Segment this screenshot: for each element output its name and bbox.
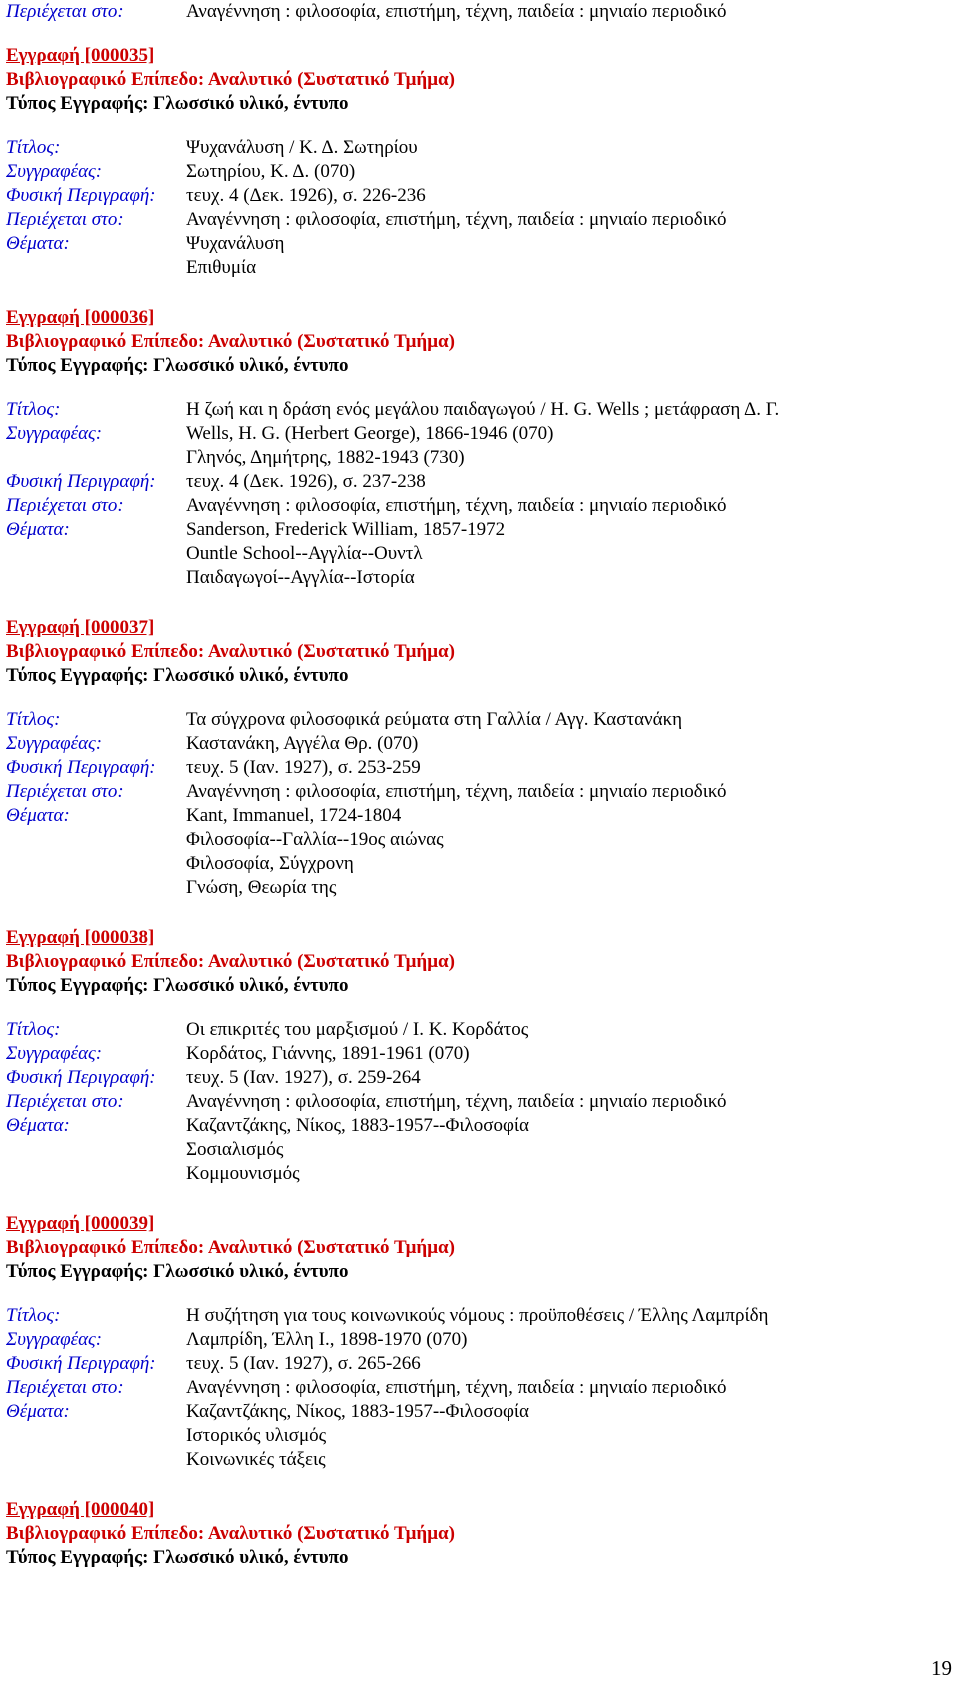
- field-subjects: [6, 1114, 946, 1138]
- field-label: Τίτλος:: [6, 709, 61, 730]
- field-subjects-cont: [6, 256, 946, 280]
- field-physical: [6, 1066, 946, 1090]
- field-subjects-cont: [6, 1424, 946, 1448]
- field-label: Φυσική Περιγραφή:: [6, 471, 156, 492]
- field-value: Αναγέννηση : φιλοσοφία, επιστήμη, τέχνη, παιδεία : μηνιαίο περιοδικό: [186, 209, 727, 230]
- field-label: Περιέχεται στο:: [6, 1091, 124, 1112]
- field-label: Περιέχεται στο:: [6, 1, 124, 22]
- field-subjects: [6, 804, 946, 828]
- field-contained: [6, 494, 946, 518]
- field-value: Παιδαγωγοί--Αγγλία--Ιστορία: [186, 567, 415, 588]
- field-title: [6, 708, 946, 732]
- field-value: Γνώση, Θεωρία της: [186, 877, 337, 898]
- field-value: τευχ. 5 (Ιαν. 1927), σ. 259-264: [186, 1067, 421, 1088]
- record-type: Τύπος Εγγραφής: Γλωσσικό υλικό, έντυπο: [6, 665, 349, 686]
- field-label: Τίτλος:: [6, 137, 61, 158]
- field-subjects: [6, 518, 946, 542]
- record-type: Τύπος Εγγραφής: Γλωσσικό υλικό, έντυπο: [6, 1547, 349, 1568]
- record-level: Βιβλιογραφικό Επίπεδο: Αναλυτικό (Συστατικό Τμήμα): [6, 1523, 455, 1544]
- field-title: [6, 1304, 946, 1328]
- field-label: Θέματα:: [6, 805, 70, 826]
- field-subjects: [6, 1400, 946, 1424]
- field-value: Αναγέννηση : φιλοσοφία, επιστήμη, τέχνη, παιδεία : μηνιαίο περιοδικό: [186, 1377, 727, 1398]
- field-label: Συγγραφέας:: [6, 423, 103, 444]
- record-000040: [6, 1498, 946, 1570]
- record-000036: [6, 306, 946, 590]
- record-level: Βιβλιογραφικό Επίπεδο: Αναλυτικό (Συστατικό Τμήμα): [6, 641, 455, 662]
- field-value: Ψυχανάλυση / Κ. Δ. Σωτηρίου: [186, 137, 418, 158]
- field-physical: [6, 756, 946, 780]
- field-label: Συγγραφέας:: [6, 733, 103, 754]
- page-number: 19: [931, 1656, 952, 1680]
- field-value: τευχ. 5 (Ιαν. 1927), σ. 253-259: [186, 757, 421, 778]
- record-level: Βιβλιογραφικό Επίπεδο: Αναλυτικό (Συστατικό Τμήμα): [6, 331, 455, 352]
- field-value: τευχ. 4 (Δεκ. 1926), σ. 237-238: [186, 471, 426, 492]
- field-value: Σοσιαλισμός: [186, 1139, 284, 1160]
- field-author: [6, 160, 946, 184]
- field-physical: [6, 184, 946, 208]
- field-label: Συγγραφέας:: [6, 1329, 103, 1350]
- field-value: Ountle School--Αγγλία--Ουντλ: [186, 543, 423, 564]
- record-level: Βιβλιογραφικό Επίπεδο: Αναλυτικό (Συστατικό Τμήμα): [6, 951, 455, 972]
- field-label: Θέματα:: [6, 1401, 70, 1422]
- field-label: Φυσική Περιγραφή:: [6, 185, 156, 206]
- field-label: Τίτλος:: [6, 1019, 61, 1040]
- field-value: Αναγέννηση : φιλοσοφία, επιστήμη, τέχνη, παιδεία : μηνιαίο περιοδικό: [186, 495, 727, 516]
- field-value: Κοινωνικές τάξεις: [186, 1449, 326, 1470]
- record-type: Τύπος Εγγραφής: Γλωσσικό υλικό, έντυπο: [6, 975, 349, 996]
- field-author: [6, 732, 946, 756]
- field-label: Περιέχεται στο:: [6, 209, 124, 230]
- field-value: Sanderson, Frederick William, 1857-1972: [186, 519, 506, 540]
- field-label: Φυσική Περιγραφή:: [6, 757, 156, 778]
- field-label: Φυσική Περιγραφή:: [6, 1067, 156, 1088]
- field-title: [6, 398, 946, 422]
- record-id-link[interactable]: Εγγραφή [000035]: [6, 45, 155, 66]
- field-value: Η συζήτηση για τους κοινωνικούς νόμους : προϋποθέσεις / Έλλης Λαμπρίδη: [186, 1305, 769, 1326]
- field-value: τευχ. 4 (Δεκ. 1926), σ. 226-236: [186, 185, 426, 206]
- field-label: Τίτλος:: [6, 399, 61, 420]
- field-subjects-cont: [6, 1138, 946, 1162]
- field-value: Καζαντζάκης, Νίκος, 1883-1957--Φιλοσοφία: [186, 1115, 529, 1136]
- record-id-link[interactable]: Εγγραφή [000038]: [6, 927, 155, 948]
- field-value: Λαμπρίδη, Έλλη Ι., 1898-1970 (070): [186, 1329, 468, 1350]
- field-value: Kant, Immanuel, 1724-1804: [186, 805, 402, 826]
- record-level: Βιβλιογραφικό Επίπεδο: Αναλυτικό (Συστατικό Τμήμα): [6, 1237, 455, 1258]
- record-level: Βιβλιογραφικό Επίπεδο: Αναλυτικό (Συστατικό Τμήμα): [6, 69, 455, 90]
- document-page: [6, 0, 946, 1570]
- field-label: Θέματα:: [6, 233, 70, 254]
- field-label: Περιέχεται στο:: [6, 781, 124, 802]
- field-value: Αναγέννηση : φιλοσοφία, επιστήμη, τέχνη, παιδεία : μηνιαίο περιοδικό: [186, 1, 727, 22]
- field-value: Επιθυμία: [186, 257, 257, 278]
- field-subjects-cont: [6, 1448, 946, 1472]
- field-value: Κορδάτος, Γιάννης, 1891-1961 (070): [186, 1043, 470, 1064]
- field-value: τευχ. 5 (Ιαν. 1927), σ. 265-266: [186, 1353, 421, 1374]
- record-type: Τύπος Εγγραφής: Γλωσσικό υλικό, έντυπο: [6, 355, 349, 376]
- field-title: [6, 136, 946, 160]
- field-label: Περιέχεται στο:: [6, 495, 124, 516]
- record-000038: [6, 926, 946, 1186]
- record-id-link[interactable]: Εγγραφή [000039]: [6, 1213, 155, 1234]
- field-subjects: [6, 232, 946, 256]
- field-contained-top: [6, 0, 946, 24]
- field-label: Συγγραφέας:: [6, 161, 103, 182]
- record-000039: [6, 1212, 946, 1472]
- field-value: Γληνός, Δημήτρης, 1882-1943 (730): [186, 447, 465, 468]
- field-contained: [6, 1090, 946, 1114]
- record-id-link[interactable]: Εγγραφή [000040]: [6, 1499, 155, 1520]
- field-physical: [6, 470, 946, 494]
- field-value: Αναγέννηση : φιλοσοφία, επιστήμη, τέχνη, παιδεία : μηνιαίο περιοδικό: [186, 781, 727, 802]
- field-subjects-cont: [6, 542, 946, 566]
- record-000037: [6, 616, 946, 900]
- field-value: Η ζωή και η δράση ενός μεγάλου παιδαγωγού / H. G. Wells ; μετάφραση Δ. Γ.: [186, 399, 780, 420]
- field-title: [6, 1018, 946, 1042]
- field-value: Τα σύγχρονα φιλοσοφικά ρεύματα στη Γαλλία / Αγγ. Καστανάκη: [186, 709, 683, 730]
- field-author: [6, 422, 946, 446]
- field-value: Οι επικριτές του μαρξισμού / Ι. Κ. Κορδάτος: [186, 1019, 529, 1040]
- record-type: Τύπος Εγγραφής: Γλωσσικό υλικό, έντυπο: [6, 93, 349, 114]
- field-value: Αναγέννηση : φιλοσοφία, επιστήμη, τέχνη, παιδεία : μηνιαίο περιοδικό: [186, 1091, 727, 1112]
- field-subjects-cont: [6, 876, 946, 900]
- record-type: Τύπος Εγγραφής: Γλωσσικό υλικό, έντυπο: [6, 1261, 349, 1282]
- field-contained: [6, 208, 946, 232]
- field-label: Θέματα:: [6, 519, 70, 540]
- field-label: Φυσική Περιγραφή:: [6, 1353, 156, 1374]
- field-value: Φιλοσοφία, Σύγχρονη: [186, 853, 354, 874]
- field-label: Συγγραφέας:: [6, 1043, 103, 1064]
- field-value: Ψυχανάλυση: [186, 233, 285, 254]
- field-label: Περιέχεται στο:: [6, 1377, 124, 1398]
- field-subjects-cont: [6, 1162, 946, 1186]
- field-value: Σωτηρίου, Κ. Δ. (070): [186, 161, 356, 182]
- field-value: Φιλοσοφία--Γαλλία--19ος αιώνας: [186, 829, 444, 850]
- field-author: [6, 1042, 946, 1066]
- field-value: Καστανάκη, Αγγέλα Θρ. (070): [186, 733, 419, 754]
- record-id-link[interactable]: Εγγραφή [000036]: [6, 307, 155, 328]
- record-000035: [6, 44, 946, 280]
- field-value: Ιστορικός υλισμός: [186, 1425, 327, 1446]
- record-id-link[interactable]: Εγγραφή [000037]: [6, 617, 155, 638]
- field-label: Τίτλος:: [6, 1305, 61, 1326]
- field-author-cont: [6, 446, 946, 470]
- field-contained: [6, 780, 946, 804]
- field-value: Καζαντζάκης, Νίκος, 1883-1957--Φιλοσοφία: [186, 1401, 529, 1422]
- field-physical: [6, 1352, 946, 1376]
- field-subjects-cont: [6, 828, 946, 852]
- field-author: [6, 1328, 946, 1352]
- field-label: Θέματα:: [6, 1115, 70, 1136]
- field-subjects-cont: [6, 566, 946, 590]
- field-value: Κομμουνισμός: [186, 1163, 300, 1184]
- field-contained: [6, 1376, 946, 1400]
- field-value: Wells, H. G. (Herbert George), 1866-1946 (070): [186, 423, 554, 444]
- field-subjects-cont: [6, 852, 946, 876]
